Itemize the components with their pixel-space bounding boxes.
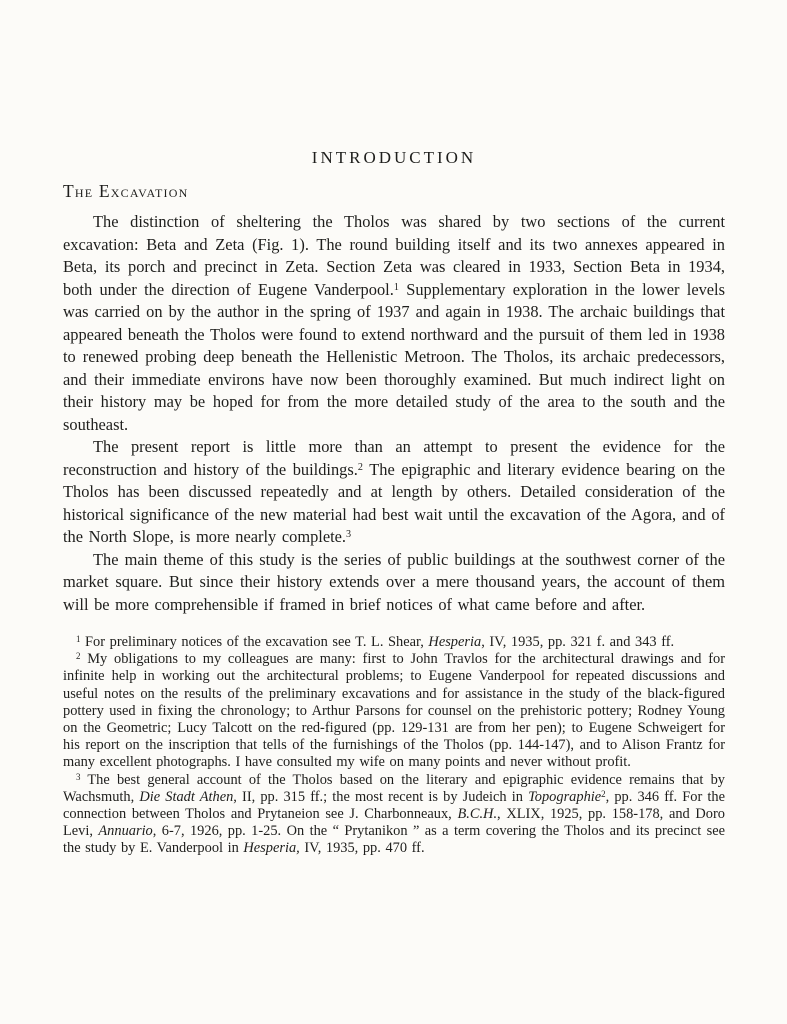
section-heading: The Excavation — [63, 181, 189, 201]
paragraph-present-report: The present report is little more than an attempt to present the evidence for the reconstruction and history of the buildings.$^2$ The epigraphic and literary evidence bearing on the Tholos has been discussed repeatedly and at length by others. Detailed consideration of the historical significance of the new material had best wait until the excavation of the Agora, and of the North Slope, is more nearly complete.$^3$ — [63, 437, 726, 546]
footnote-2: $^2$ My obligations to my colleagues are many: first to John Travlos for the architectural drawings and for infinite help in working out the architectural problems; to Eugene Vanderpool for repeated discussions and useful notes on the results of the preliminary excavations and for assistance in the study of the black-figured pottery used in fixing the chronology; to Arthur Parsons for counsel on the prehistoric pottery; Rodney Young on the Geometric; Lucy Talcott on the red-figured (pp. 129-131 are from her pen); to Eugene Schweigert for his report on the inscription that tells of the furnishings of the Tholos (pp. 144-147), and to Alison Frantz for many excellent photographs. I have consulted my wife on many points and never without profit. — [63, 651, 725, 771]
footnotes-block — [63, 634, 725, 858]
footnote-3: $^3$ The best general account of the Tholos based on the literary and epigraphic evidence remains that by Wachsmuth, Die Stadt Athen, II, pp. 315 ff.; the most recent is by Judeich in Topographie$^2$, pp. 346 ff. For the connection between Tholos and Prytaneion see J. Charbonneaux, B.C.H., XLIX, 1925, pp. 158-178, and Doro Levi, Annuario, 6-7, 1926, pp. 1-25. On the “ Prytanikon ” as a term covering the Tholos and its precinct see the study by E. Vanderpool in Hesperia, IV, 1935, pp. 470 ff. — [63, 771, 725, 857]
paragraph-main-theme: The main theme of this study is the series of public buildings at the southwest corner of the market square. But since their history extends over a mere thousand years, the account of them will be more comprehensible if framed in brief notices of what came before and after. — [63, 549, 725, 614]
paragraph-excavation-sections: The distinction of sheltering the Tholos was shared by two sections of the current excavation: Beta and Zeta (Fig. 1). The round building itself and its two annexes appeared in Beta, its porch and precinct in Zeta. Section Zeta was cleared in 1933, Section Beta in 1934, both under the direction of Eugene Vanderpool.$^1$ Supplementary exploration in the lower levels was carried on by the author in the spring of 1937 and again in 1938. The archaic buildings that appeared beneath the Tholos were found to extend northward and the pursuit of them led in 1938 to renewed probing deep beneath the Hellenistic Metroon. The Tholos, its archaic predecessors, and their immediate environs have now been thoroughly examined. But much indirect light on their history may be hoped for from the more detailed study of the area to the south and the southeast. — [63, 212, 725, 434]
footnote-1: $^1$ For preliminary notices of the excavation see T. L. Shear, Hesperia, IV, 1935, pp. 321 f. and 343 ff. — [76, 633, 675, 650]
body-text — [63, 211, 725, 616]
page-title: INTRODUCTION — [311, 148, 477, 167]
